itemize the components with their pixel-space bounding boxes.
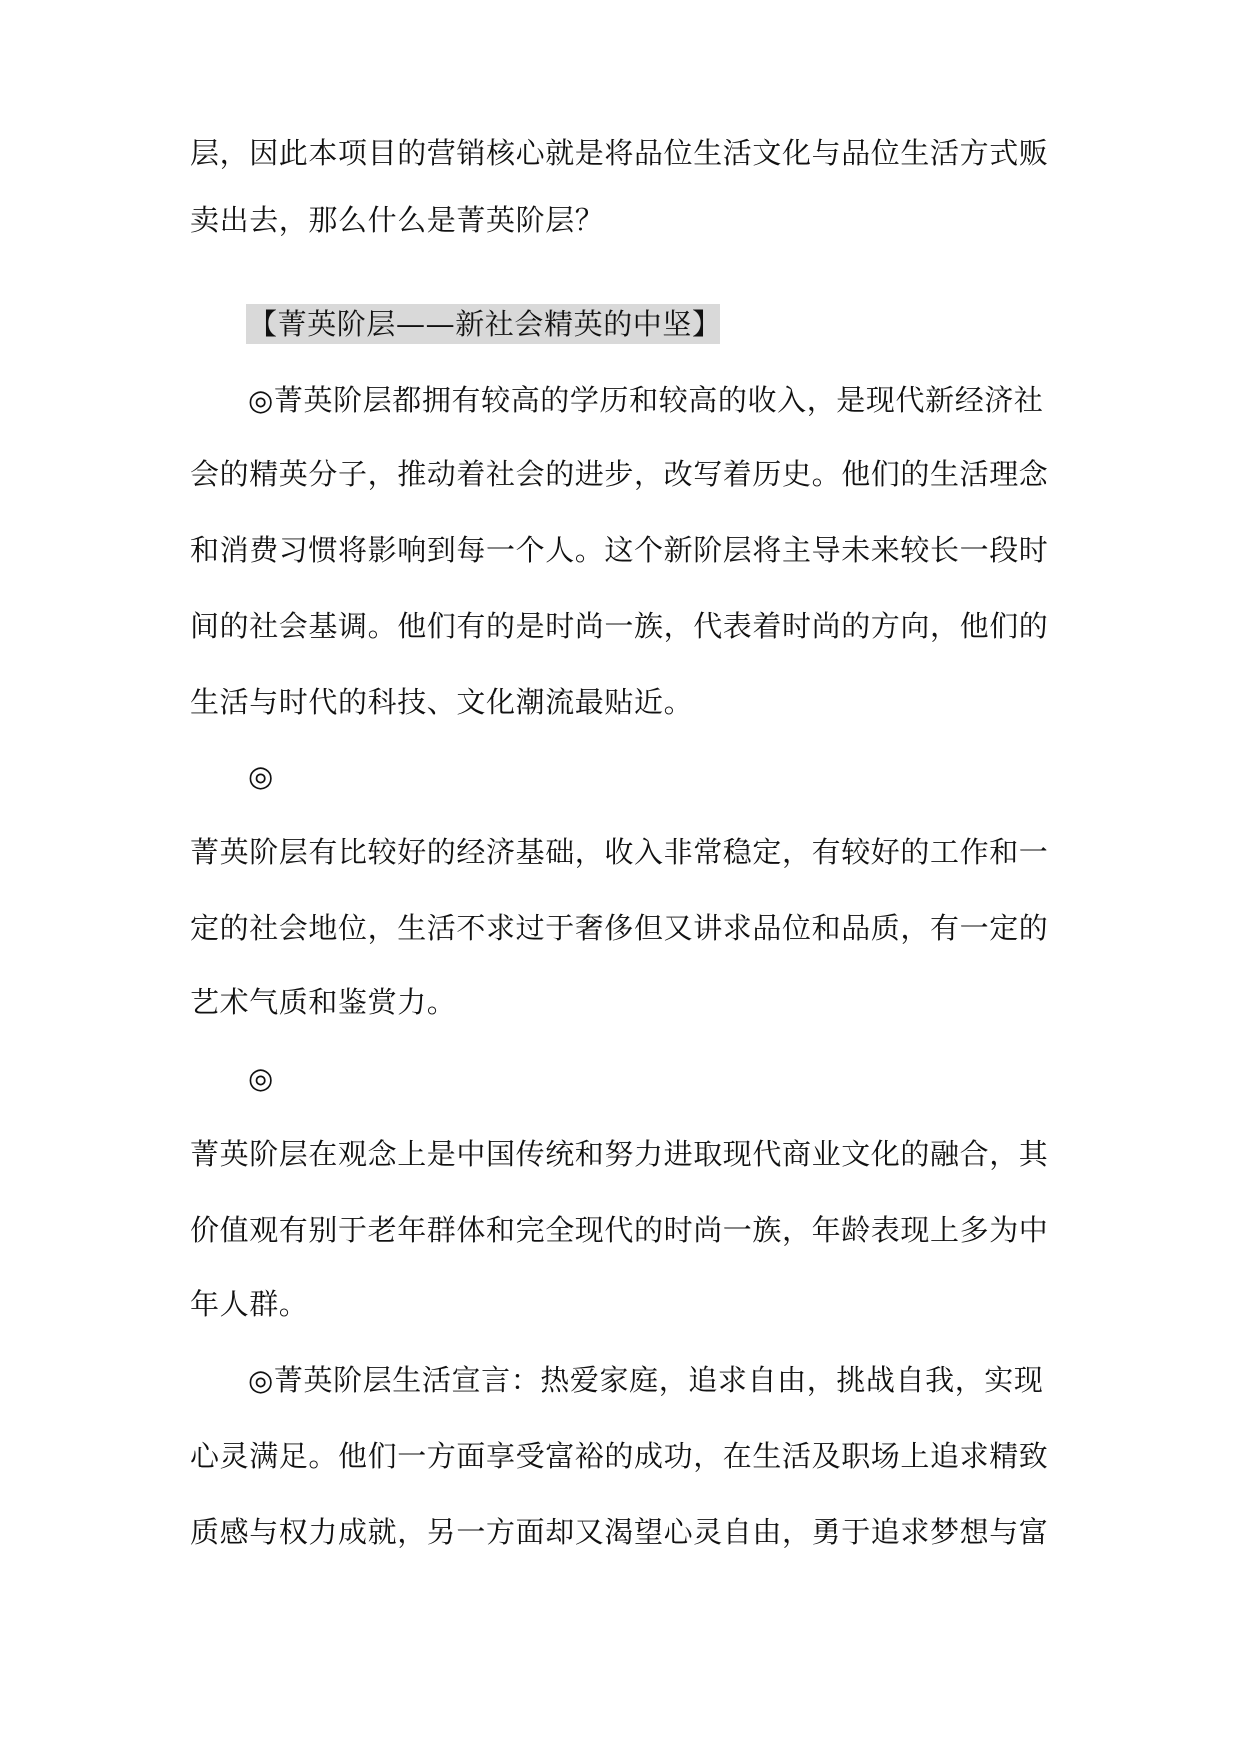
text-line: 心灵满足。他们一方面享受富裕的成功，在生活及职场上追求精致 <box>190 1439 1049 1473</box>
text-line: 和消费习惯将影响到每一个人。这个新阶层将主导未来较长一段时 <box>190 533 1049 567</box>
text-line: 生活与时代的科技、文化潮流最贴近。 <box>190 685 694 719</box>
text-line: 艺术气质和鉴赏力。 <box>190 985 457 1019</box>
text-line: ◎菁英阶层生活宣言：热爱家庭，追求自由，挑战自我，实现 <box>248 1363 1044 1397</box>
text-line: 年人群。 <box>190 1287 309 1321</box>
text-line: 质感与权力成就，另一方面却又渴望心灵自由，勇于追求梦想与富 <box>190 1515 1049 1549</box>
text-line: 会的精英分子，推动着社会的进步，改写着历史。他们的生活理念 <box>190 457 1049 491</box>
text-line: 层，因此本项目的营销核心就是将品位生活文化与品位生活方式贩 <box>190 136 1049 170</box>
text-line: 卖出去，那么什么是菁英阶层？ <box>190 203 605 237</box>
text-line: 菁英阶层有比较好的经济基础，收入非常稳定，有较好的工作和一 <box>190 835 1049 869</box>
text-line: 价值观有别于老年群体和完全现代的时尚一族，年龄表现上多为中 <box>190 1213 1049 1247</box>
text-line: 定的社会地位，生活不求过于奢侈但又讲求品位和品质，有一定的 <box>190 911 1049 945</box>
text-line: 菁英阶层在观念上是中国传统和努力进取现代商业文化的融合，其 <box>190 1137 1049 1171</box>
text-line: ◎菁英阶层都拥有较高的学历和较高的收入，是现代新经济社 <box>248 383 1044 417</box>
bullet-mark: ◎ <box>248 759 274 793</box>
text-line: 间的社会基调。他们有的是时尚一族，代表着时尚的方向，他们的 <box>190 609 1049 643</box>
bullet-mark: ◎ <box>248 1061 274 1095</box>
section-heading: 【菁英阶层——新社会精英的中坚】 <box>248 307 722 341</box>
